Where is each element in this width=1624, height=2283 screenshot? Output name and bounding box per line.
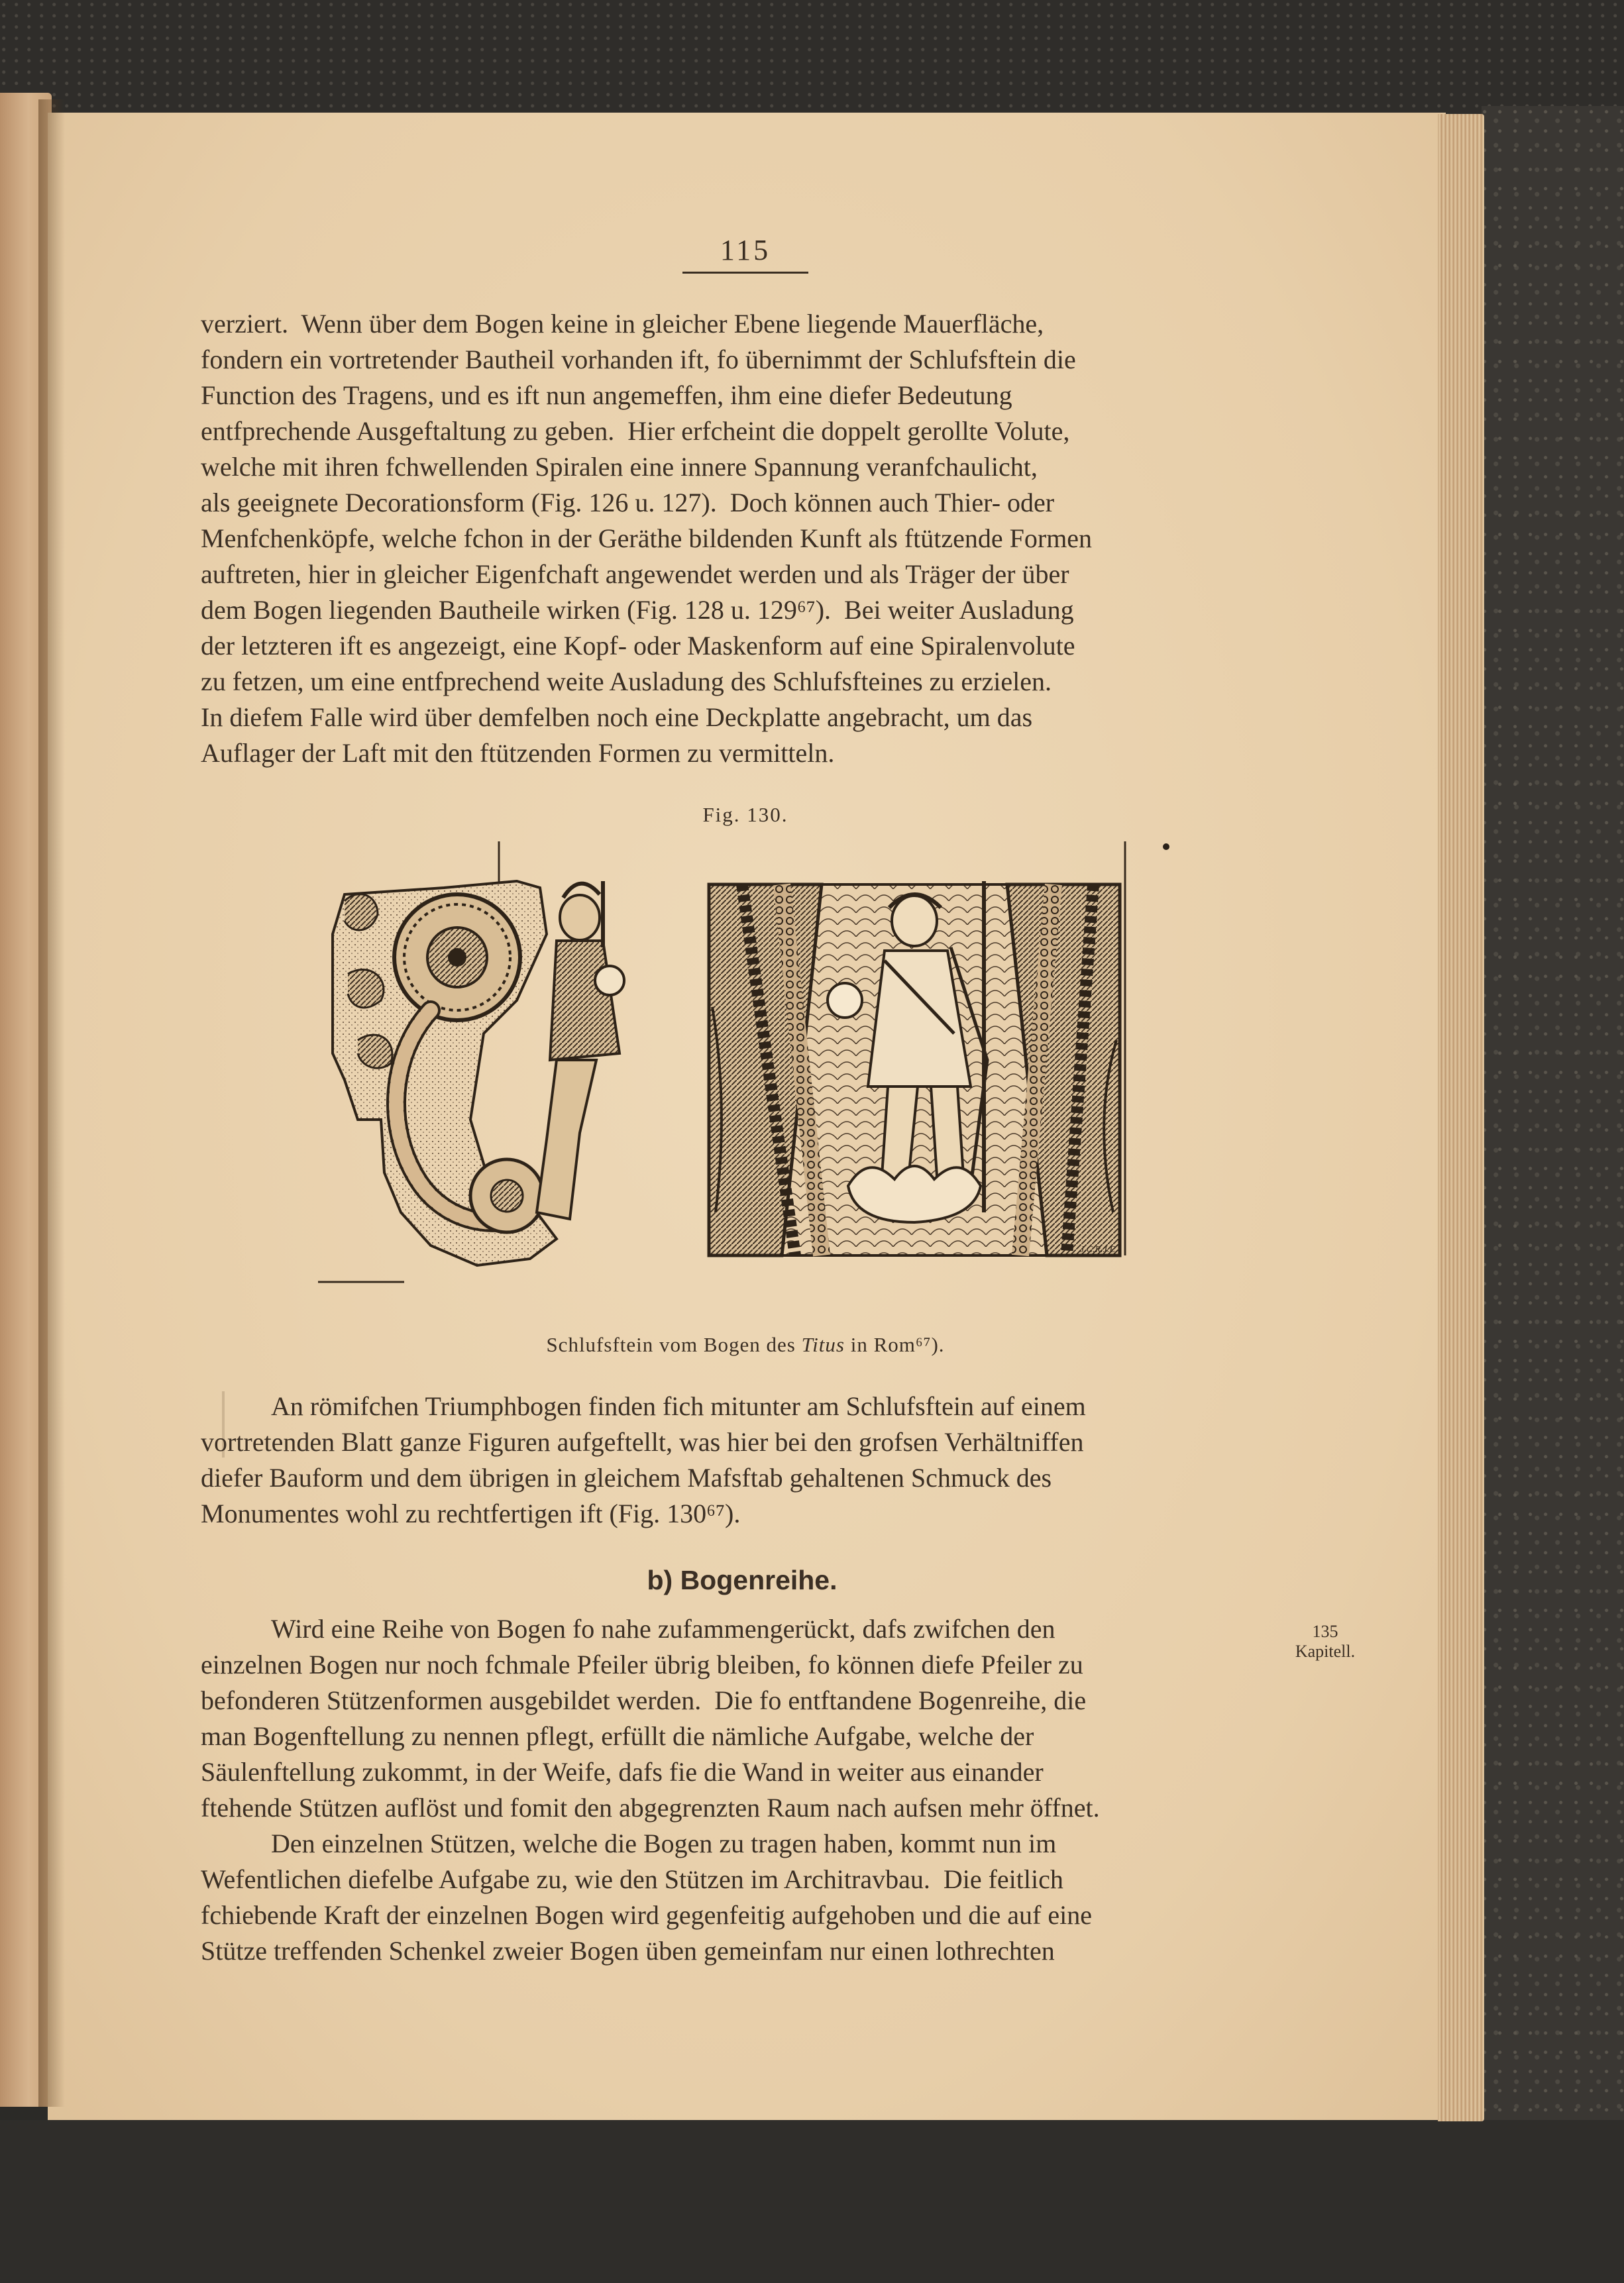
text-line: entfprechende Ausgeftaltung zu geben. Hier erfcheint die doppelt gerollte Volute, xyxy=(201,416,1070,446)
keystone-figure-drawing xyxy=(709,841,1125,1255)
bogenreihe-paragraph xyxy=(201,1611,1258,1826)
text-line: verziert. Wenn über dem Bogen keine in gleicher Ebene liegende Mauerfläche, xyxy=(201,309,1044,339)
text-line: fchiebende Kraft der einzelnen Bogen wird gegenfeitig aufgehoben und die auf eine xyxy=(201,1900,1092,1930)
text-line: auftreten, hier in gleicher Eigenfchaft angewendet werden und als Träger der über xyxy=(201,559,1069,589)
text-line: Säulenftellung zukommt, in der Weife, dafs fie die Wand in weiter aus einander xyxy=(201,1757,1044,1787)
page-number: 115 xyxy=(720,234,771,266)
text-line: Auflager der Laft mit den ftützenden Formen zu vermitteln. xyxy=(201,738,835,768)
text-line: als geeignete Decorationsform (Fig. 126 u. 127). Doch können auch Thier- oder xyxy=(201,488,1055,517)
intro-lines xyxy=(201,306,1258,771)
text-line: In diefem Falle wird über demfelben noch eine Deckplatte angebracht, um das xyxy=(201,702,1033,732)
figure-caption xyxy=(411,1333,1080,1357)
text-line: Function des Tragens, und es ift nun angemeffen, ihm eine diefer Bedeutung xyxy=(201,380,1012,410)
text-line: fondern ein vortretender Bautheil vorhanden ift, fo übernimmt der Schlufsftein die xyxy=(201,345,1076,374)
section-heading: b) Bogenreihe. xyxy=(647,1565,838,1595)
margin-note-label: Kapitell. xyxy=(1295,1642,1356,1661)
intro-paragraph xyxy=(201,306,1258,771)
stuetzen-paragraph xyxy=(201,1826,1258,1969)
page-stack-edges xyxy=(1438,114,1484,2121)
text-line: Monumentes wohl zu rechtfertigen ift (Fig. 130⁶⁷). xyxy=(201,1499,741,1528)
text-line: Menfchenköpfe, welche fchon in der Geräthe bildenden Kunft als ftützende Formen xyxy=(201,523,1093,553)
text-line: Stütze treffenden Schenkel zweier Bogen üben gemeinfam nur einen lothrechten xyxy=(201,1936,1055,1966)
book-cover-top xyxy=(0,0,1624,116)
ink-spot xyxy=(1163,843,1169,850)
text-line: Den einzelnen Stützen, welche die Bogen zu tragen haben, kommt nun im xyxy=(271,1829,1057,1858)
text-line: zu fetzen, um eine entfprechend weite Ausladung des Schlufsfteines zu erzielen. xyxy=(201,666,1052,696)
text-line: diefer Bauform und dem übrigen in gleichem Mafsftab gehaltenen Schmuck des xyxy=(201,1463,1052,1493)
figure-caption-italic: Titus xyxy=(801,1333,845,1356)
text-line: welche mit ihren fchwellenden Spiralen eine innere Spannung veranfchaulicht, xyxy=(201,452,1038,482)
triumph-paragraph xyxy=(201,1389,1258,1532)
book-cover-right xyxy=(1482,106,1624,2133)
text-line: ftehende Stützen auflöst und fomit den abgegrenzten Raum nach aufsen mehr öffnet. xyxy=(201,1793,1100,1823)
text-line: befonderen Stützenformen ausgebildet werden. Die fo entftandene Bogenreihe, die xyxy=(201,1685,1087,1715)
text-line: man Bogenftellung zu nennen pflegt, erfüllt die nämliche Aufgabe, welche der xyxy=(201,1721,1034,1751)
figure-caption-text: Schlufsftein vom Bogen des xyxy=(546,1333,802,1356)
text-line: Wefentlichen diefelbe Aufgabe zu, wie den Stützen im Architravbau. Die feitlich xyxy=(201,1864,1063,1894)
text-line: einzelnen Bogen nur noch fchmale Pfeiler übrig bleiben, fo können diefe Pfeiler zu xyxy=(201,1650,1083,1679)
text-line: An römifchen Triumphbogen finden fich mitunter am Schlufsftein auf einem xyxy=(271,1391,1086,1421)
text-line: vortretenden Blatt ganze Figuren aufgeftellt, was hier bei den grofsen Verhältniffen xyxy=(201,1427,1084,1457)
page-gutter-shadow xyxy=(38,99,65,2107)
keystone-volute-drawing xyxy=(318,841,624,1282)
page-number-rule xyxy=(682,272,808,274)
engraver-mark: J.C.R.J.E. xyxy=(1080,1245,1118,1255)
book-cover-bottom xyxy=(0,2120,1624,2283)
text-line: der letzteren ift es angezeigt, eine Kopf- oder Maskenform auf eine Spiralenvolute xyxy=(201,631,1075,661)
stuetzen-lines xyxy=(201,1826,1258,1969)
figure-caption-ref: in Rom⁶⁷). xyxy=(844,1333,945,1356)
figure-130-illustration xyxy=(318,841,1134,1305)
text-line: Wird eine Reihe von Bogen fo nahe zufammengerückt, dafs zwifchen den xyxy=(271,1614,1056,1644)
bogenreihe-lines xyxy=(201,1611,1258,1826)
figure-label: Fig. 130. xyxy=(702,803,788,826)
margin-note xyxy=(1279,1622,1372,1662)
margin-note-number: 135 xyxy=(1312,1622,1338,1641)
text-line: dem Bogen liegenden Bautheile wirken (Fig. 128 u. 129⁶⁷). Bei weiter Ausladung xyxy=(201,595,1074,625)
triumph-lines xyxy=(201,1389,1258,1532)
